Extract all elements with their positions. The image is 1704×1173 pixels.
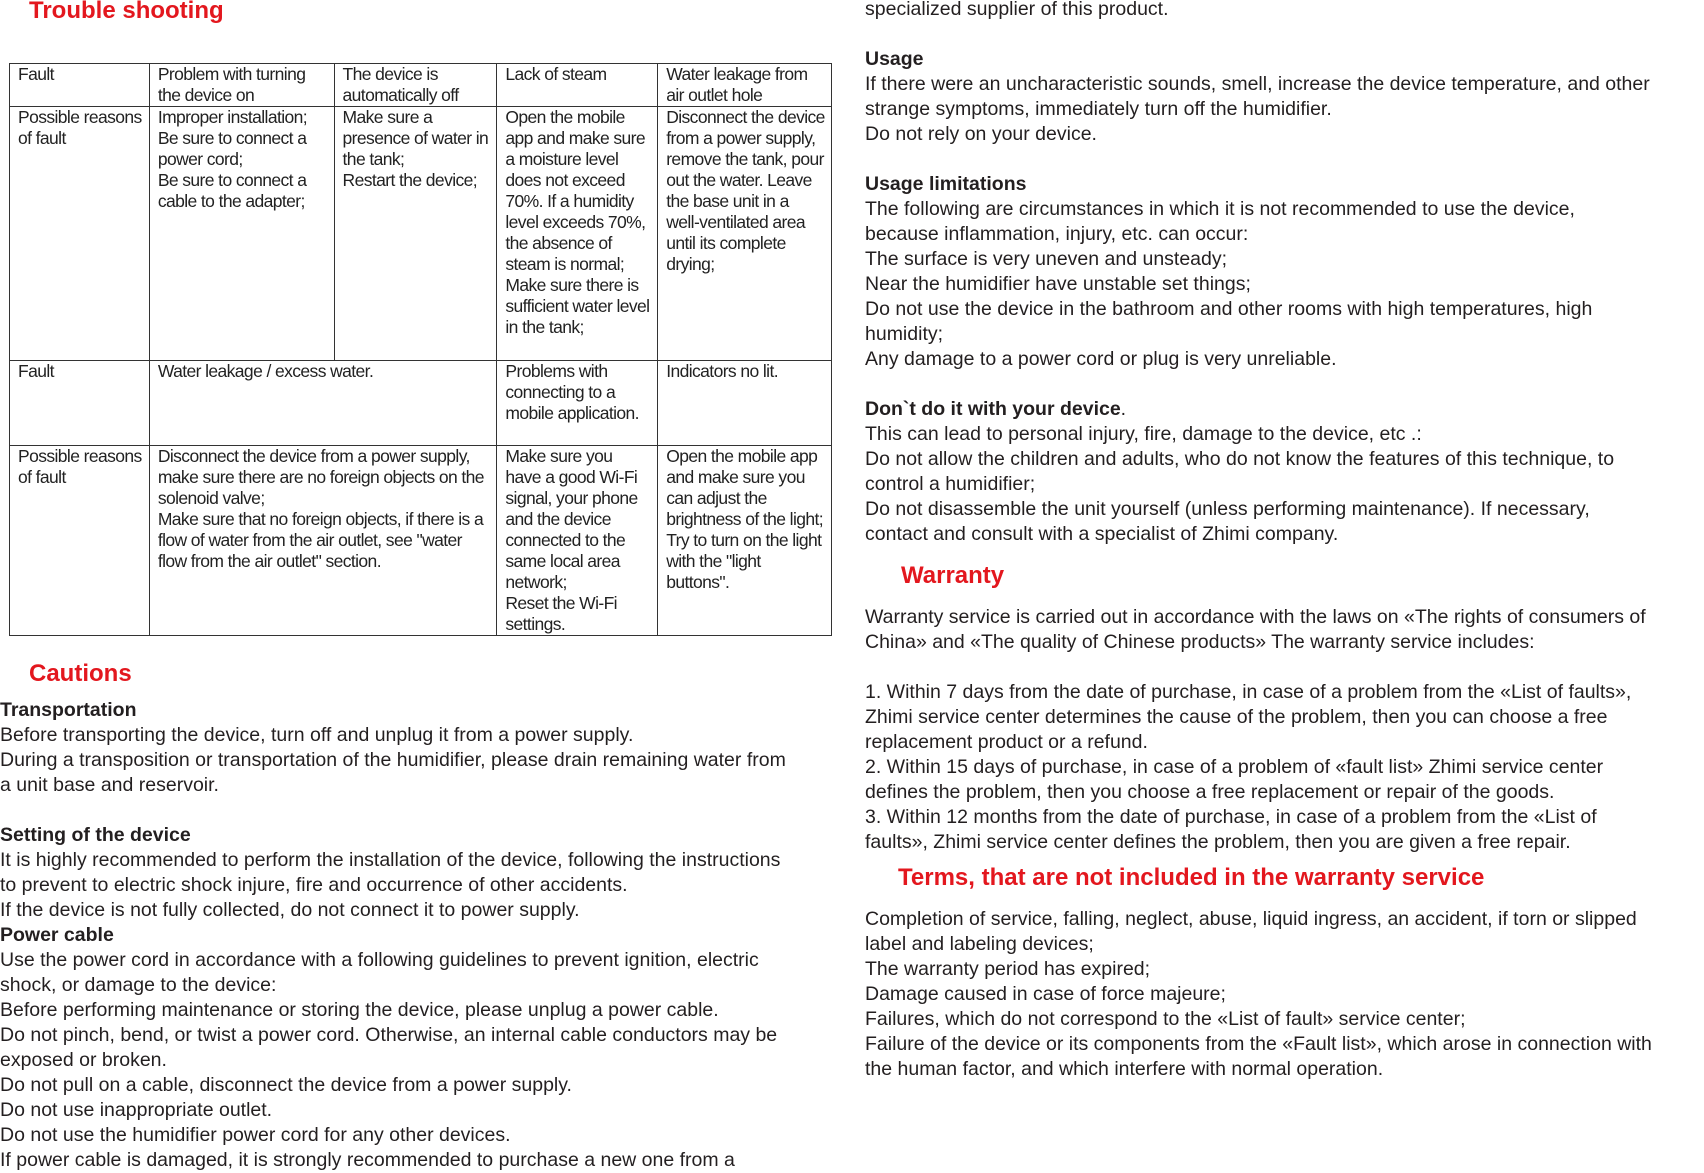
table-cell: Open the mobile app and make sure you can adjust the brightness of the light; Try to turn on the light with the "light buttons". bbox=[658, 446, 832, 636]
text-line: to prevent to electric shock injure, fire and occurrence of other accidents. bbox=[0, 874, 628, 896]
table-cell: Improper installation; Be sure to connect a power cord; Be sure to connect a cable to the adapter; bbox=[149, 107, 334, 361]
text-line: humidity; bbox=[865, 323, 944, 345]
table-cell: Possible reasons of fault bbox=[10, 446, 150, 636]
table-cell: Water leakage / excess water. bbox=[149, 361, 497, 446]
text-line: Failure of the device or its components from the «Fault list», which arose in connection with bbox=[865, 1033, 1652, 1055]
table-cell: Problems with connecting to a mobile application. bbox=[497, 361, 658, 446]
table-cell: Problem with turning the device on bbox=[149, 64, 334, 107]
text-line: 1. Within 7 days from the date of purchase, in case of a problem from the «List of faults», bbox=[865, 681, 1632, 703]
table-cell: Open the mobile app and make sure a moisture level does not exceed 70%. If a humidity level exceeds 70%, the absence of steam is normal; Make sure there is sufficient water level in the tank; bbox=[497, 107, 658, 361]
text-lines bbox=[865, 197, 1652, 372]
text-line: control a humidifier; bbox=[865, 473, 1036, 495]
text-line: Do not rely on your device. bbox=[865, 123, 1097, 145]
text-line: contact and consult with a specialist of Zhimi company. bbox=[865, 523, 1339, 545]
text-line: faults», Zhimi service center defines the problem, then you are given a free repair. bbox=[865, 831, 1571, 853]
text-line: Failures, which do not correspond to the «List of fault» service center; bbox=[865, 1008, 1466, 1030]
text-line: Use the power cord in accordance with a following guidelines to prevent ignition, electric bbox=[0, 949, 759, 971]
text-line: Damage caused in case of force majeure; bbox=[865, 983, 1226, 1005]
text-line: The following are circumstances in which it is not recommended to use the device, bbox=[865, 198, 1575, 220]
text-line: The surface is very uneven and unsteady; bbox=[865, 248, 1228, 270]
text-line: Near the humidifier have unstable set things; bbox=[865, 273, 1251, 295]
text-line: Do not pinch, bend, or twist a power cord. Otherwise, an internal cable conductors may be bbox=[0, 1024, 778, 1046]
text-line: Warranty service is carried out in accordance with the laws on «The rights of consumers of bbox=[865, 606, 1646, 628]
text-line: label and labeling devices; bbox=[865, 933, 1094, 955]
text-line: strange symptoms, immediately turn off the humidifier. bbox=[865, 98, 1332, 120]
right-column bbox=[865, 0, 1652, 1082]
table-cell: Fault bbox=[10, 361, 150, 446]
text-lines bbox=[865, 605, 1652, 655]
text-line: Before performing maintenance or storing the device, please unplug a power cable. bbox=[0, 999, 719, 1021]
text-line: If power cable is damaged, it is strongly recommended to purchase a new one from a bbox=[0, 1149, 735, 1171]
text-line: 2. Within 15 days of purchase, in case of a problem of «fault list» Zhimi service center bbox=[865, 756, 1604, 778]
troubleshooting-table bbox=[9, 63, 832, 636]
text-line: Zhimi service center determines the cause of the problem, then you can choose a free bbox=[865, 706, 1608, 728]
text-line: defines the problem, then you choose a free replacement or repair of the goods. bbox=[865, 781, 1555, 803]
transportation-heading: Transportation bbox=[0, 699, 137, 721]
text-line: specialized supplier of this product. bbox=[865, 0, 1169, 20]
text-line: Do not disassemble the unit yourself (unless performing maintenance). If necessary, bbox=[865, 498, 1590, 520]
table-cell: Indicators no lit. bbox=[658, 361, 832, 446]
dont-heading-tail: . bbox=[1120, 398, 1127, 420]
text-line: During a transposition or transportation of the humidifier, please drain remaining water from bbox=[0, 749, 786, 771]
text-lines bbox=[0, 723, 786, 798]
usage-heading: Usage bbox=[865, 48, 924, 70]
text-line: because inflammation, injury, etc. can occur: bbox=[865, 223, 1249, 245]
cautions-section bbox=[0, 698, 786, 1173]
table-row bbox=[10, 361, 832, 446]
usage-limitations-heading: Usage limitations bbox=[865, 173, 1027, 195]
text-line: Do not use the humidifier power cord for any other devices. bbox=[0, 1124, 511, 1146]
text-lines bbox=[0, 848, 786, 923]
warranty-heading: Warranty bbox=[901, 562, 1005, 589]
table-cell: Possible reasons of fault bbox=[10, 107, 150, 361]
text-line: Do not use inappropriate outlet. bbox=[0, 1099, 273, 1121]
text-line: the human factor, and which interfere with normal operation. bbox=[865, 1058, 1384, 1080]
table-cell: Make sure a presence of water in the tank; Restart the device; bbox=[334, 107, 497, 361]
power-cable-heading: Power cable bbox=[0, 924, 114, 946]
text-line: Do not allow the children and adults, who do not know the features of this technique, to bbox=[865, 448, 1615, 470]
text-line: Do not pull on a cable, disconnect the device from a power supply. bbox=[0, 1074, 572, 1096]
table-row bbox=[10, 446, 832, 636]
text-line: Before transporting the device, turn off and unplug it from a power supply. bbox=[0, 724, 634, 746]
table-cell: Fault bbox=[10, 64, 150, 107]
table-cell: The device is automatically off bbox=[334, 64, 497, 107]
text-lines bbox=[865, 72, 1652, 147]
terms-heading: Terms, that are not included in the warranty service bbox=[898, 864, 1485, 891]
text-lines bbox=[865, 680, 1652, 855]
table-cell: Lack of steam bbox=[497, 64, 658, 107]
text-lines bbox=[865, 907, 1652, 1082]
setting-heading: Setting of the device bbox=[0, 824, 191, 846]
text-line: If the device is not fully collected, do not connect it to power supply. bbox=[0, 899, 580, 921]
text-line: This can lead to personal injury, fire, damage to the device, etc .: bbox=[865, 423, 1422, 445]
cautions-heading: Cautions bbox=[29, 660, 132, 687]
table-cell: Water leakage from air outlet hole bbox=[658, 64, 832, 107]
text-line: Any damage to a power cord or plug is very unreliable. bbox=[865, 348, 1337, 370]
table-cell: Make sure you have a good Wi-Fi signal, your phone and the device connected to the same local area network; Reset the Wi-Fi settings. bbox=[497, 446, 658, 636]
table-cell: Disconnect the device from a power supply, remove the tank, pour out the water. Leave the base unit in a well-ventilated area until its complete drying; bbox=[658, 107, 832, 361]
text-line: If there were an uncharacteristic sounds, smell, increase the device temperature, and other bbox=[865, 73, 1650, 95]
text-line: The warranty period has expired; bbox=[865, 958, 1151, 980]
text-lines bbox=[865, 422, 1652, 547]
text-line: replacement product or a refund. bbox=[865, 731, 1148, 753]
dont-heading: Don`t do it with your device bbox=[865, 398, 1121, 420]
text-line: shock, or damage to the device: bbox=[0, 974, 277, 996]
trouble-shooting-heading: Trouble shooting bbox=[29, 0, 224, 24]
text-line: Completion of service, falling, neglect, abuse, liquid ingress, an accident, if torn or slipped bbox=[865, 908, 1637, 930]
text-lines bbox=[0, 948, 786, 1173]
text-line: a unit base and reservoir. bbox=[0, 774, 219, 796]
text-line: Do not use the device in the bathroom and other rooms with high temperatures, high bbox=[865, 298, 1593, 320]
table-row bbox=[10, 107, 832, 361]
text-line: exposed or broken. bbox=[0, 1049, 167, 1071]
text-line: It is highly recommended to perform the installation of the device, following the instructions bbox=[0, 849, 781, 871]
table-cell: Disconnect the device from a power supply, make sure there are no foreign objects on the solenoid valve; Make sure that no foreign objects, if there is a flow of water from the air outlet, see "water flow from the air outlet" section. bbox=[149, 446, 497, 636]
text-line: China» and «The quality of Chinese products» The warranty service includes: bbox=[865, 631, 1535, 653]
table-row bbox=[10, 64, 832, 107]
text-line: 3. Within 12 months from the date of purchase, in case of a problem from the «List of bbox=[865, 806, 1597, 828]
